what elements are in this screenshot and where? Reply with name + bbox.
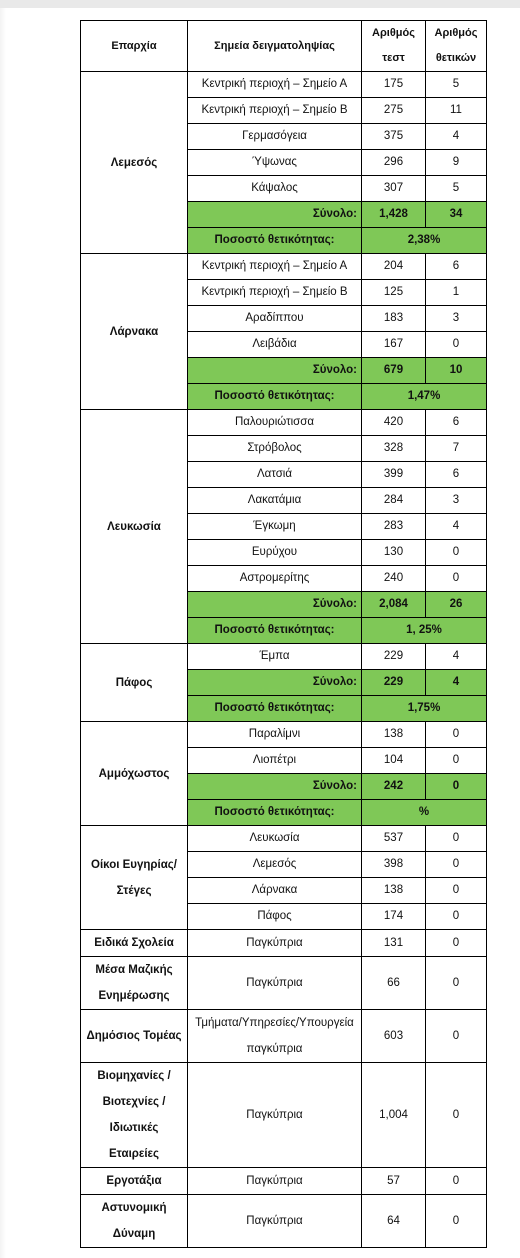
sampling-point: Στρόβολος bbox=[188, 436, 362, 462]
tests-count: 204 bbox=[362, 254, 426, 280]
region-name: Αμμόχωστος bbox=[81, 722, 188, 826]
sampling-point: Παγκύπρια bbox=[188, 1195, 362, 1248]
sampling-point: Λειβάδια bbox=[188, 332, 362, 358]
tests-count: 125 bbox=[362, 280, 426, 306]
rate-label: Ποσοστό θετικότητας: bbox=[188, 618, 362, 644]
sampling-point: Ύψωνας bbox=[188, 150, 362, 176]
sampling-point: Λάρνακα bbox=[188, 878, 362, 904]
positives-count: 1 bbox=[426, 280, 487, 306]
sampling-point: Κάψαλος bbox=[188, 176, 362, 202]
table-row bbox=[81, 644, 487, 670]
tests-count: 328 bbox=[362, 436, 426, 462]
header-tests: Αριθμός τεστ bbox=[362, 21, 426, 72]
positives-count: 11 bbox=[426, 98, 487, 124]
tests-count: 167 bbox=[362, 332, 426, 358]
tests-count: 66 bbox=[362, 957, 426, 1010]
positives-count: 0 bbox=[426, 957, 487, 1010]
positives-count: 0 bbox=[426, 332, 487, 358]
tests-count: 537 bbox=[362, 826, 426, 852]
positives-count: 0 bbox=[426, 904, 487, 930]
region-name: Εργοτάξια bbox=[81, 1168, 188, 1195]
positives-count: 6 bbox=[426, 254, 487, 280]
tests-count: 57 bbox=[362, 1168, 426, 1195]
sampling-point: Λευκωσία bbox=[188, 826, 362, 852]
positivity-rate: % bbox=[362, 800, 487, 826]
total-positives: 0 bbox=[426, 774, 487, 800]
sampling-point: Αραδίππου bbox=[188, 306, 362, 332]
sampling-point: Κεντρική περιοχή – Σημείο Α bbox=[188, 254, 362, 280]
total-tests: 1,428 bbox=[362, 202, 426, 228]
region-name: Αστυνομική Δύναμη bbox=[81, 1195, 188, 1248]
positivity-rate: 1,75% bbox=[362, 696, 487, 722]
total-label: Σύνολο: bbox=[188, 670, 362, 696]
sampling-point: Λακατάμια bbox=[188, 488, 362, 514]
sampling-point: Παγκύπρια bbox=[188, 1063, 362, 1168]
total-positives: 4 bbox=[426, 670, 487, 696]
table-row bbox=[81, 254, 487, 280]
sampling-point: Πάφος bbox=[188, 904, 362, 930]
total-tests: 679 bbox=[362, 358, 426, 384]
positivity-rate: 1, 25% bbox=[362, 618, 487, 644]
total-label: Σύνολο: bbox=[188, 358, 362, 384]
tests-count: 399 bbox=[362, 462, 426, 488]
positives-count: 7 bbox=[426, 436, 487, 462]
header-positives: Αριθμός θετικών bbox=[426, 21, 487, 72]
table-row bbox=[81, 1063, 487, 1168]
sampling-point: Λατσιά bbox=[188, 462, 362, 488]
top-bar bbox=[0, 0, 520, 8]
sampling-point: Παγκύπρια bbox=[188, 1168, 362, 1195]
table-row bbox=[81, 1010, 487, 1063]
positives-count: 3 bbox=[426, 306, 487, 332]
total-label: Σύνολο: bbox=[188, 592, 362, 618]
positives-count: 0 bbox=[426, 1063, 487, 1168]
region-name: Ειδικά Σχολεία bbox=[81, 930, 188, 957]
positives-count: 0 bbox=[426, 826, 487, 852]
tests-count: 296 bbox=[362, 150, 426, 176]
total-positives: 10 bbox=[426, 358, 487, 384]
positives-count: 0 bbox=[426, 540, 487, 566]
total-positives: 26 bbox=[426, 592, 487, 618]
sampling-point: Λιοπέτρι bbox=[188, 748, 362, 774]
positives-count: 0 bbox=[426, 1195, 487, 1248]
tests-count: 275 bbox=[362, 98, 426, 124]
total-tests: 229 bbox=[362, 670, 426, 696]
total-tests: 242 bbox=[362, 774, 426, 800]
region-name: Μέσα Μαζικής Ενημέρωσης bbox=[81, 957, 188, 1010]
region-name: Λάρνακα bbox=[81, 254, 188, 410]
sampling-point: Λεμεσός bbox=[188, 852, 362, 878]
tests-count: 138 bbox=[362, 878, 426, 904]
table-row bbox=[81, 722, 487, 748]
tests-count: 240 bbox=[362, 566, 426, 592]
region-name: Λευκωσία bbox=[81, 410, 188, 644]
sampling-point: Τμήματα/Υπηρεσίες/Υπουργεία παγκύπρια bbox=[188, 1010, 362, 1063]
positivity-rate: 1,47% bbox=[362, 384, 487, 410]
header-points: Σημεία δειγματοληψίας bbox=[188, 21, 362, 72]
total-positives: 34 bbox=[426, 202, 487, 228]
rate-label: Ποσοστό θετικότητας: bbox=[188, 800, 362, 826]
region-name: Βιομηχανίες / Βιοτεχνίες / Ιδιωτικές Εταιρείες bbox=[81, 1063, 188, 1168]
total-label: Σύνολο: bbox=[188, 202, 362, 228]
positives-count: 0 bbox=[426, 930, 487, 957]
tests-count: 283 bbox=[362, 514, 426, 540]
positives-count: 6 bbox=[426, 462, 487, 488]
rate-label: Ποσοστό θετικότητας: bbox=[188, 384, 362, 410]
table-row bbox=[81, 1168, 487, 1195]
table-row bbox=[81, 72, 487, 98]
sampling-point: Γερμασόγεια bbox=[188, 124, 362, 150]
testing-results-table bbox=[80, 20, 487, 1248]
tests-count: 138 bbox=[362, 722, 426, 748]
tests-count: 175 bbox=[362, 72, 426, 98]
header-region: Επαρχία bbox=[81, 21, 188, 72]
positives-count: 0 bbox=[426, 1010, 487, 1063]
positives-count: 4 bbox=[426, 644, 487, 670]
total-tests: 2,084 bbox=[362, 592, 426, 618]
region-name: Πάφος bbox=[81, 644, 188, 722]
sampling-point: Κεντρική περιοχή – Σημείο Β bbox=[188, 98, 362, 124]
tests-count: 420 bbox=[362, 410, 426, 436]
positives-count: 0 bbox=[426, 566, 487, 592]
tests-count: 307 bbox=[362, 176, 426, 202]
tests-count: 183 bbox=[362, 306, 426, 332]
region-name: Οίκοι Ευγηρίας/Στέγες bbox=[81, 826, 188, 930]
positives-count: 5 bbox=[426, 176, 487, 202]
positives-count: 0 bbox=[426, 722, 487, 748]
table-row bbox=[81, 930, 487, 957]
positives-count: 5 bbox=[426, 72, 487, 98]
positives-count: 0 bbox=[426, 748, 487, 774]
positives-count: 9 bbox=[426, 150, 487, 176]
positives-count: 0 bbox=[426, 1168, 487, 1195]
sampling-point: Αστρομερίτης bbox=[188, 566, 362, 592]
positives-count: 4 bbox=[426, 124, 487, 150]
positives-count: 6 bbox=[426, 410, 487, 436]
sampling-point: Παραλίμνι bbox=[188, 722, 362, 748]
table-row bbox=[81, 1195, 487, 1248]
sampling-point: Παλουριώτισσα bbox=[188, 410, 362, 436]
tests-count: 130 bbox=[362, 540, 426, 566]
sampling-point: Παγκύπρια bbox=[188, 957, 362, 1010]
rate-label: Ποσοστό θετικότητας: bbox=[188, 696, 362, 722]
sampling-point: Παγκύπρια bbox=[188, 930, 362, 957]
table-row bbox=[81, 410, 487, 436]
positives-count: 4 bbox=[426, 514, 487, 540]
positivity-rate: 2,38% bbox=[362, 228, 487, 254]
tests-count: 284 bbox=[362, 488, 426, 514]
table-row bbox=[81, 826, 487, 852]
page-edge-shadow bbox=[0, 8, 6, 1258]
sampling-point: Έγκωμη bbox=[188, 514, 362, 540]
tests-count: 229 bbox=[362, 644, 426, 670]
tests-count: 603 bbox=[362, 1010, 426, 1063]
tests-count: 1,004 bbox=[362, 1063, 426, 1168]
region-name: Δημόσιος Τομέας bbox=[81, 1010, 188, 1063]
sampling-point: Κεντρική περιοχή – Σημείο Β bbox=[188, 280, 362, 306]
tests-count: 64 bbox=[362, 1195, 426, 1248]
sampling-point: Κεντρική περιοχή – Σημείο Α bbox=[188, 72, 362, 98]
tests-count: 398 bbox=[362, 852, 426, 878]
tests-count: 104 bbox=[362, 748, 426, 774]
region-name: Λεμεσός bbox=[81, 72, 188, 254]
tests-count: 375 bbox=[362, 124, 426, 150]
tests-count: 174 bbox=[362, 904, 426, 930]
total-label: Σύνολο: bbox=[188, 774, 362, 800]
positives-count: 0 bbox=[426, 878, 487, 904]
header-row bbox=[81, 21, 487, 72]
sampling-point: Έμπα bbox=[188, 644, 362, 670]
positives-count: 3 bbox=[426, 488, 487, 514]
sampling-point: Ευρύχου bbox=[188, 540, 362, 566]
positives-count: 0 bbox=[426, 852, 487, 878]
tests-count: 131 bbox=[362, 930, 426, 957]
rate-label: Ποσοστό θετικότητας: bbox=[188, 228, 362, 254]
table-row bbox=[81, 957, 487, 1010]
